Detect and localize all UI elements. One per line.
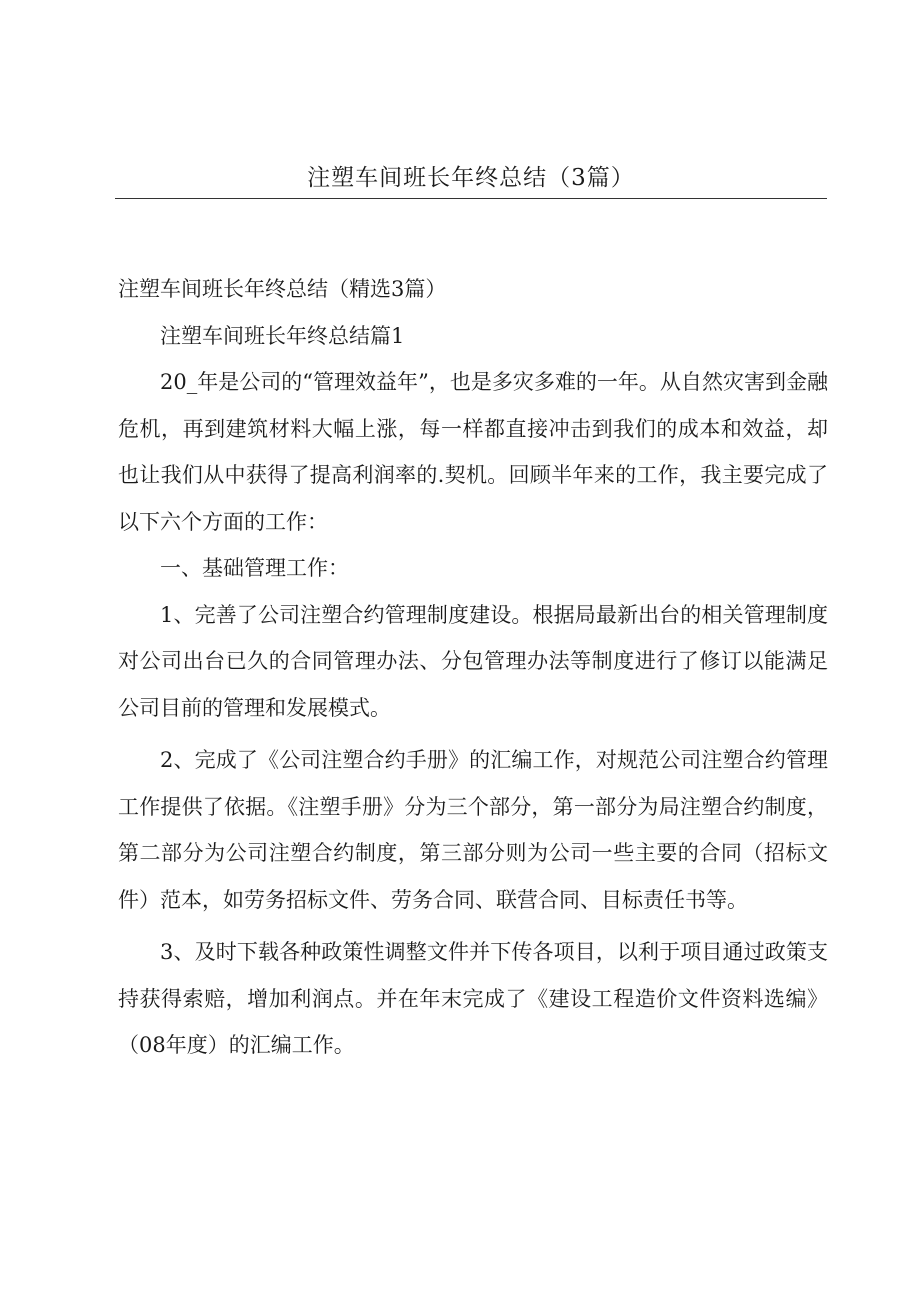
page-header [115,163,827,199]
section-heading: 注塑车间班长年终总结篇1 [160,323,405,348]
paragraph-item-1: 1、完善了公司注塑合约管理制度建设。根据局最新出台的相关管理制度对公司出台已久的合同管理办法、分包管理办法等制度进行了修订以能满足公司目前的管理和发展模式。 [118,602,828,720]
document-body [118,266,828,1069]
document-subtitle: 注塑车间班长年终总结（精选3篇） [118,277,447,301]
paragraph-item-3: 3、及时下载各种政策性调整文件并下传各项目，以利于项目通过政策支持获得索赔，增加利润点。并在年末完成了《建设工程造价文件资料选编》（08年度）的汇编工作。 [118,940,828,1057]
paragraph-heading-basic-management: 一、基础管理工作： [160,556,349,580]
paragraph-intro: 20_年是公司的“管理效益年”，也是多灾多难的一年。从自然灾害到金融危机，再到建筑材料大幅上涨，每一样都直接冲击到我们的成本和效益，却也让我们从中获得了提高利润率的.契机。回顾半年来的工作，我主要完成了以下六个方面的工作： [118,370,828,534]
page-title: 注塑车间班长年终总结（3篇） [307,165,635,191]
paragraph-item-2: 2、完成了《公司注塑合约手册》的汇编工作，对规范公司注塑合约管理工作提供了依据。《注塑手册》分为三个部分，第一部分为局注塑合约制度，第二部分为公司注塑合约制度，第三部分则为公司一些主要的合同（招标文件）范本，如劳务招标文件、劳务合同、联营合同、目标责任书等。 [118,748,828,912]
